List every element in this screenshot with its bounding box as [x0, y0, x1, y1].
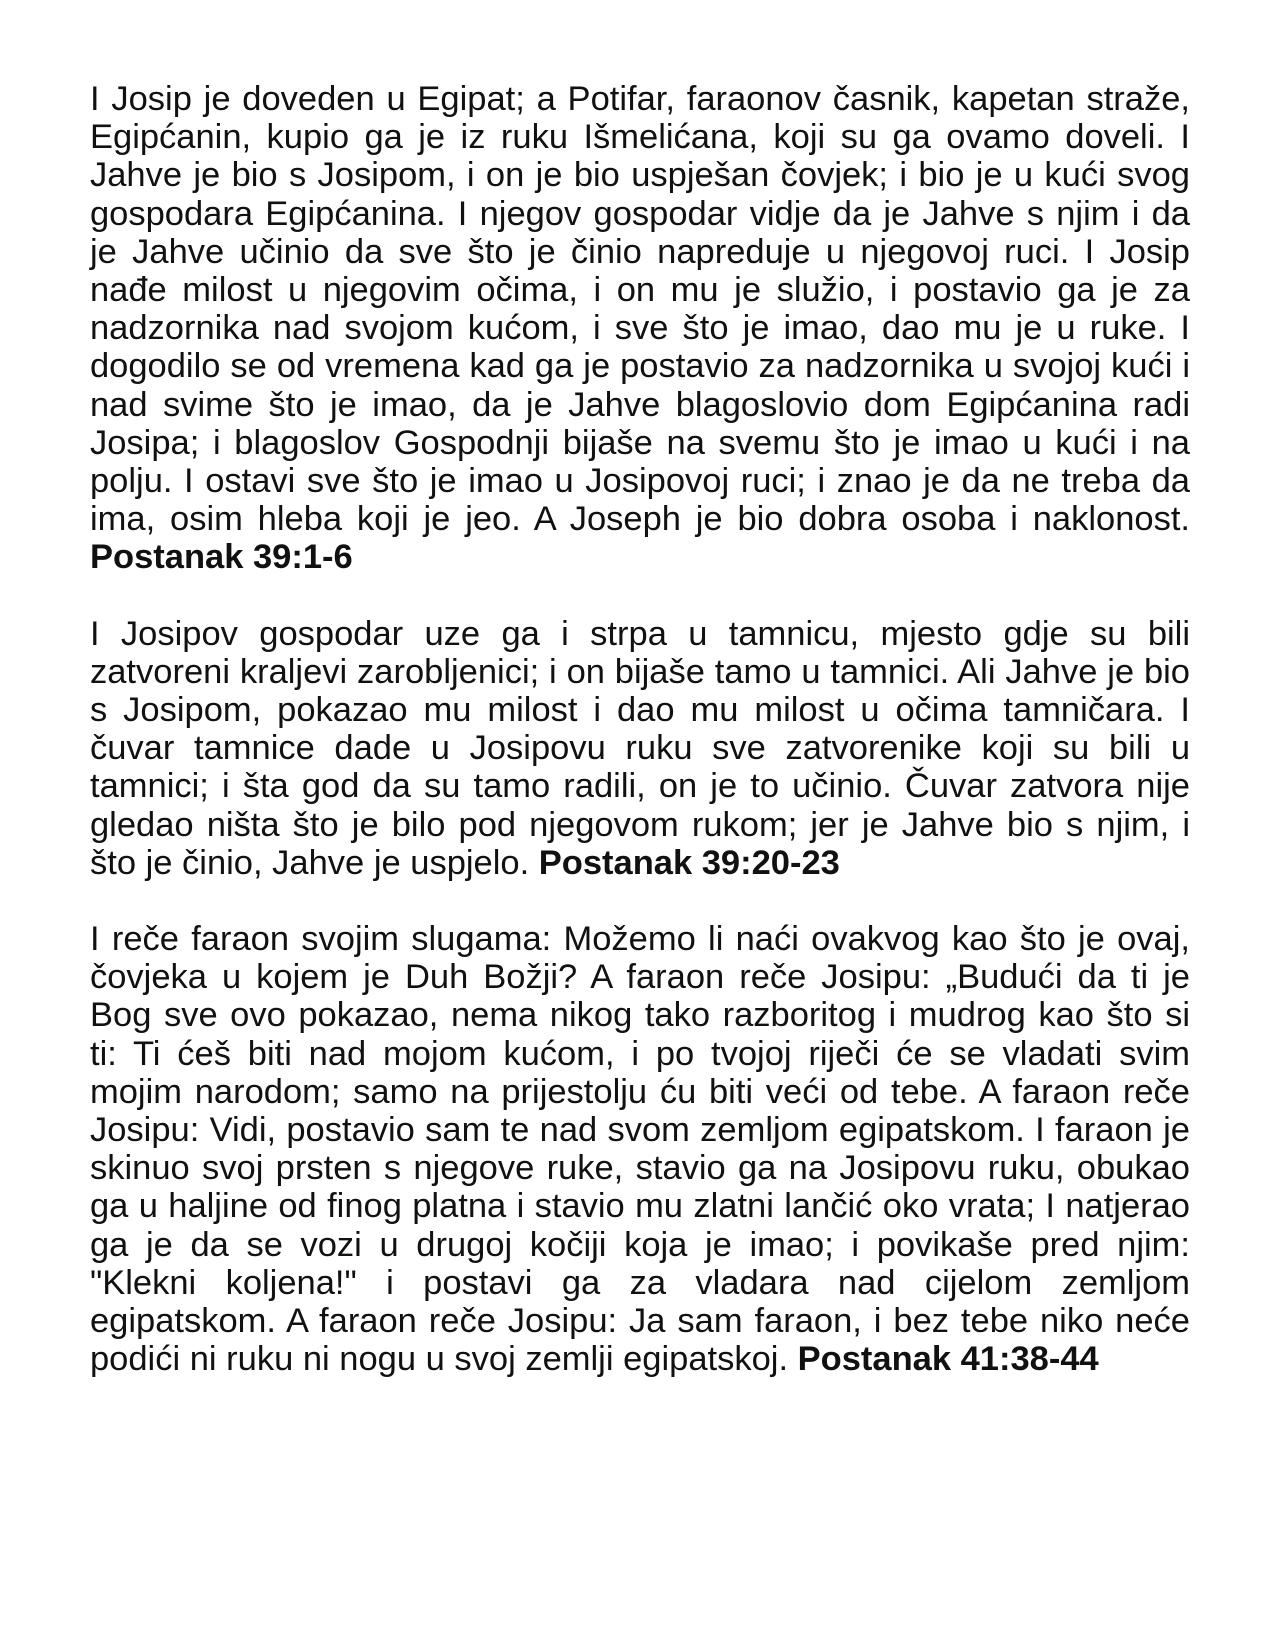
passage-text: I Josip je doveden u Egipat; a Potifar, faraonov časnik, kapetan straže, Egipćanin, kupio ga je iz ruku Išmelićana, koji su ga ovamo doveli. I Jahve je bio s Josipom, i on je bio uspješan čovjek; i bio je u kući svog gospodara Egipćanina. I njegov gospodar vidje da je Jahve s njim i da je Jahve učinio da sve što je činio napreduje u njegovoj ruci. I Josip nađe milost u njegovim očima, i on mu je služio, i postavio ga je za nadzornika nad svojom kućom, i sve što je imao, dao mu je u ruke. I dogodilo se od vremena kad ga je postavio za nadzornika u svojoj kući i nad svime što je imao, da je Jahve blagoslovio dom Egipćanina radi Josipa; i blagoslov Gospodnji bijaše na svemu što je imao u kući i na polju. I ostavi sve što je imao u Josipovoj ruci; i znao je da ne treba da ima, osim hleba koji je jeo. A Joseph je bio dobra osoba i naklonost.: [90, 80, 1190, 539]
scripture-reference: Postanak 39:20-23: [538, 843, 840, 882]
scripture-reference: Postanak 41:38-44: [797, 1340, 1099, 1379]
passage-text: I Josipov gospodar uze ga i strpa u tamnicu, mjesto gdje su bili zatvoreni kraljevi zarobljenici; i on bijaše tamo u tamnici. Ali Jahve je bio s Josipom, pokazao mu milost i dao mu milost u očima tamničara. I čuvar tamnice dade u Josipovu ruku sve zatvorenike koji su bili u tamnici; i šta god da su tamo radili, on je to učinio. Čuvar zatvora nije gledao ništa što je bilo pod njegovom rukom; jer je Jahve bio s njim, i što je činio, Jahve je uspjelo.: [90, 614, 1190, 882]
passage-genesis-41-38-44: [90, 920, 1190, 1378]
passage-genesis-39-1-6: [90, 80, 1190, 577]
document-page: [90, 80, 1190, 1417]
passage-genesis-39-20-23: [90, 615, 1190, 882]
passage-text: I reče faraon svojim slugama: Možemo li naći ovakvog kao što je ovaj, čovjeka u kojem je Duh Božji? A faraon reče Josipu: „Budući da ti je Bog sve ovo pokazao, nema nikog tako razboritog i mudrog kao što si ti: Ti ćeš biti nad mojom kućom, i po tvojoj riječi će se vladati svim mojim narodom; samo na prijestolju ću biti veći od tebe. A faraon reče Josipu: Vidi, postavio sam te nad svom zemljom egipatskom. I faraon je skinuo svoj prsten s njegove ruke, stavio ga na Josipovu ruku, obukao ga u haljine od finog platna i stavio mu zlatni lančić oko vrata; I natjerao ga je da se vozi u drugoj kočiji koja je imao; i povikaše pred njim: "Klekni koljena!" i postavi ga za vladara nad cijelom zemljom egipatskom. A faraon reče Josipu: Ja sam faraon, i bez tebe niko neće podići ni ruku ni nogu u svoj zemlji egipatskoj.: [90, 920, 1190, 1379]
scripture-reference: Postanak 39:1-6: [90, 538, 353, 577]
